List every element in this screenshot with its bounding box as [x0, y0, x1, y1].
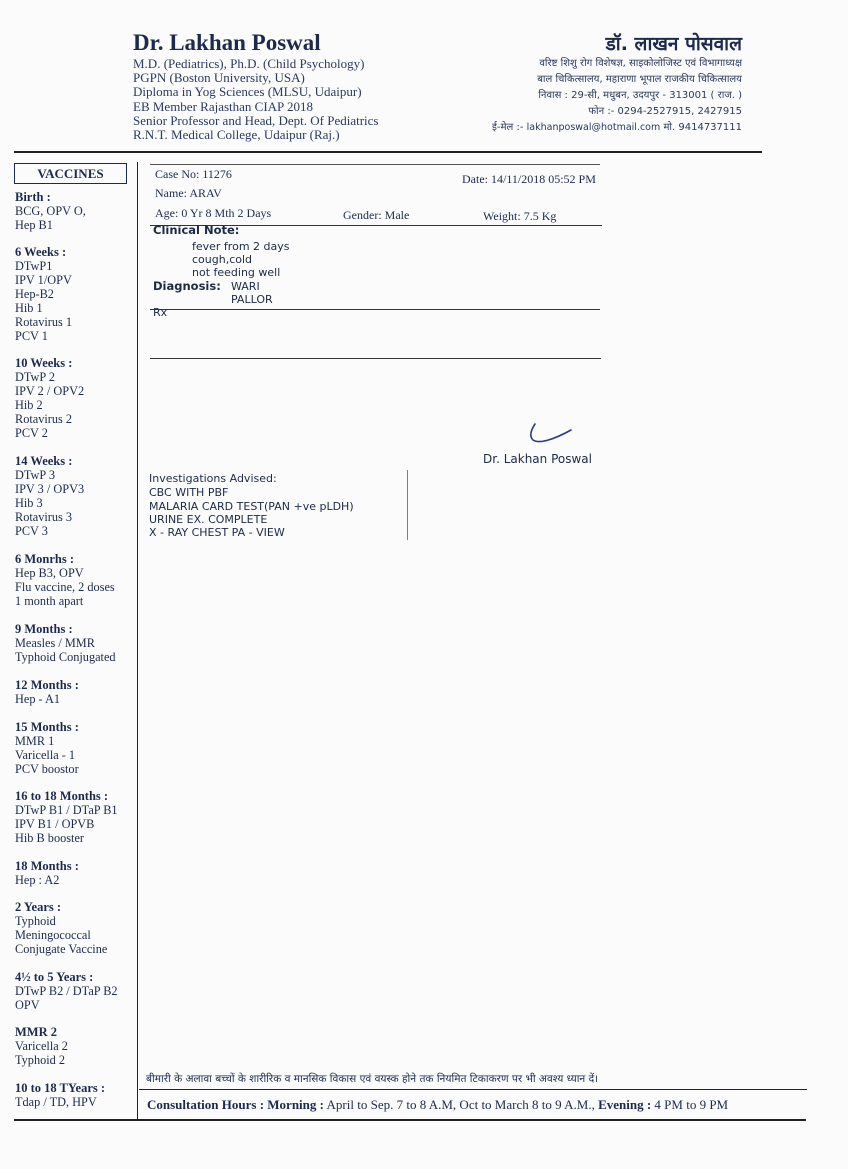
vaccine-item: Hep - A1: [15, 692, 61, 706]
vaccine-item: DTwP 3: [15, 468, 56, 482]
vaccine-group-title: 6 Weeks :: [15, 245, 67, 259]
diagnosis-line: WARI: [231, 280, 260, 293]
vaccine-group: [15, 1025, 139, 1067]
diagnosis-label: Diagnosis:: [153, 279, 221, 293]
vaccine-group: [15, 1081, 139, 1109]
vaccine-item: Tdap / TD, HPV: [15, 1095, 97, 1109]
vaccine-group-title: 6 Monrhs :: [15, 552, 75, 566]
investigation-item: X - RAY CHEST PA - VIEW: [149, 526, 285, 539]
vaccine-item: Rotavirus 1: [15, 315, 73, 329]
vaccine-group-title: 14 Weeks :: [15, 454, 73, 468]
credential-line: Senior Professor and Head, Dept. Of Pediatrics: [133, 112, 379, 128]
vaccine-group-title: 9 Months :: [15, 622, 73, 636]
hindi-line: वरिष्ट शिशु रोग विशेषज्ञ, साइकोलोजिस्ट एवं विभागाध्यक्ष: [539, 58, 742, 69]
vaccine-group: [15, 552, 139, 608]
vaccine-item: Hep : A2: [15, 873, 60, 887]
rx-label: Rx: [153, 306, 168, 319]
patient-weight: Weight: 7.5 Kg: [483, 209, 557, 223]
vaccine-item: IPV 3 / OPV3: [15, 482, 85, 496]
credential-line: Diploma in Yog Sciences (MLSU, Udaipur): [133, 84, 362, 100]
credential-line: R.N.T. Medical College, Udaipur (Raj.): [133, 127, 340, 143]
doctor-name: Dr. Lakhan Poswal: [133, 30, 321, 55]
investigations-label: Investigations Advised:: [149, 472, 277, 485]
vaccines-heading: VACCINES: [14, 163, 127, 184]
clinical-note-line: not feeding well: [192, 266, 281, 279]
vaccine-item: BCG, OPV O,: [15, 204, 86, 218]
vaccine-item: Rotavirus 3: [15, 510, 73, 524]
vaccine-item: Rotavirus 2: [15, 412, 73, 426]
consultation-hours: [147, 1097, 728, 1113]
vaccine-item: Varicella 2: [15, 1039, 68, 1053]
vaccine-item: Flu vaccine, 2 doses: [15, 580, 115, 594]
vaccine-item: Hib B booster: [15, 831, 84, 845]
clinical-note-line: fever from 2 days: [192, 240, 290, 253]
vaccine-item: IPV B1 / OPVB: [15, 817, 95, 831]
doctor-credentials: [133, 57, 379, 142]
vaccine-item: Hib 2: [15, 398, 43, 412]
hindi-line: बाल चिकित्सालय, महाराणा भूपाल राजकीय चिकित्सालय: [537, 74, 742, 85]
vaccine-item: 1 month apart: [15, 594, 84, 608]
hindi-line: फोन :- 0294-2527915, 2427915: [588, 106, 742, 117]
patient-gender: Gender: Male: [343, 208, 410, 222]
vaccine-group: [15, 789, 139, 845]
vaccine-item: Typhoid 2: [15, 1053, 66, 1067]
vaccine-group-title: 10 Weeks :: [15, 356, 73, 370]
contact-line: [492, 120, 742, 136]
vaccine-group: [15, 622, 139, 664]
credential-line: PGPN (Boston University, USA): [133, 70, 305, 86]
vaccine-group-title: 12 Months :: [15, 678, 79, 692]
credential-line: M.D. (Pediatrics), Ph.D. (Child Psychology): [133, 56, 365, 71]
mobile-number: मो. 9414737111: [663, 122, 742, 133]
vaccine-item: OPV: [15, 998, 40, 1012]
vaccine-item: IPV 2 / OPV2: [15, 384, 85, 398]
vaccine-item: DTwP 2: [15, 370, 56, 384]
vaccine-group: [15, 720, 139, 776]
email-label: ई-मेल :-: [492, 122, 524, 133]
vaccine-group: [15, 859, 139, 887]
credential-line: EB Member Rajasthan CIAP 2018: [133, 98, 314, 114]
vaccine-item: Varicella - 1: [15, 748, 76, 762]
header-divider: [14, 151, 762, 153]
doctor-header-hindi: [492, 32, 742, 136]
vaccine-item: Typhoid: [15, 914, 56, 928]
diagnosis-rule: [150, 309, 600, 310]
vaccine-item: Hib 1: [15, 301, 43, 315]
ink-mark: [407, 470, 408, 540]
doctor-header: [133, 30, 379, 142]
email-address: lakhanposwal@hotmail.com: [526, 122, 661, 133]
vaccine-group: [15, 190, 139, 232]
evening-label: Evening :: [598, 1097, 652, 1112]
vaccine-item: Conjugate Vaccine: [15, 942, 108, 956]
investigation-item: MALARIA CARD TEST(PAN +ve pLDH): [149, 500, 354, 513]
vaccine-item: PCV boostor: [15, 762, 79, 776]
vaccine-item: Typhoid Conjugated: [15, 650, 116, 664]
vaccine-item: PCV 2: [15, 426, 48, 440]
vaccine-group-title: 2 Years :: [15, 900, 62, 914]
vaccine-item: Hep B1: [15, 218, 53, 232]
vaccine-group: [15, 356, 139, 440]
patient-age: Age: 0 Yr 8 Mth 2 Days: [155, 206, 272, 220]
vaccine-item: DTwP B1 / DTaP B1: [15, 803, 118, 817]
vaccine-item: Hep-B2: [15, 287, 54, 301]
vaccine-group: [15, 245, 139, 343]
evening-hours: 4 PM to 9 PM: [654, 1097, 729, 1112]
diagnosis-line: PALLOR: [231, 293, 273, 306]
vaccine-item: PCV 3: [15, 524, 48, 538]
vaccine-item: Hib 3: [15, 496, 43, 510]
vaccine-group-title: 16 to 18 Months :: [15, 789, 109, 803]
visit-date: Date: 14/11/2018 05:52 PM: [462, 172, 596, 186]
clinical-note-label: Clinical Note:: [153, 223, 240, 237]
signature-mark: [527, 422, 577, 451]
clinical-note-line: cough,cold: [192, 253, 253, 266]
vaccine-group: [15, 970, 139, 1012]
vaccine-group-title: MMR 2: [15, 1025, 57, 1039]
vaccine-group-title: 18 Months :: [15, 859, 79, 873]
investigation-item: URINE EX. COMPLETE: [149, 513, 268, 526]
vaccine-item: Hep B3, OPV: [15, 566, 84, 580]
doctor-name-hindi: डॉ. लाखन पोसवाल: [605, 33, 742, 55]
vaccine-item: PCV 1: [15, 329, 48, 343]
hours-label: Consultation Hours :: [147, 1097, 265, 1112]
vaccine-group-title: 15 Months :: [15, 720, 79, 734]
footer-rule-bottom: [14, 1119, 806, 1121]
footer-hindi-note: बीमारी के अलावा बच्चों के शारीरिक व मानसिक विकास एवं वयस्क होने तक नियमित टिकाकरण पर भी अवश्य ध्यान दें।: [146, 1073, 599, 1085]
case-top-rule: [150, 164, 600, 165]
vaccine-item: Measles / MMR: [15, 636, 95, 650]
vaccine-group-title: Birth :: [15, 190, 51, 204]
investigation-item: CBC WITH PBF: [149, 486, 229, 499]
morning-label: Morning :: [267, 1097, 324, 1112]
rx-rule: [150, 358, 601, 359]
morning-hours: April to Sep. 7 to 8 A.M, Oct to March 8 to 9 A.M.,: [326, 1097, 595, 1112]
vaccine-item: Meningococcal: [15, 928, 91, 942]
vaccine-group-title: 10 to 18 TYears :: [15, 1081, 106, 1095]
vaccine-item: MMR 1: [15, 734, 55, 748]
vaccine-item: DTwP B2 / DTaP B2: [15, 984, 118, 998]
patient-name: Name: ARAV: [155, 186, 222, 200]
vaccine-group: [15, 678, 139, 706]
hindi-line: निवास : 29-सी, मधुबन, उदयपुर - 313001 ( राज. ): [538, 90, 742, 101]
vaccine-item: DTwP1: [15, 259, 53, 273]
vaccine-group: [15, 454, 139, 538]
vaccine-item: IPV 1/OPV: [15, 273, 72, 287]
footer-rule-top: [139, 1089, 807, 1090]
vaccine-group: [15, 900, 139, 956]
case-number: Case No: 11276: [155, 167, 232, 181]
vaccine-group-title: 4½ to 5 Years :: [15, 970, 94, 984]
signature-name: Dr. Lakhan Poswal: [483, 452, 592, 466]
